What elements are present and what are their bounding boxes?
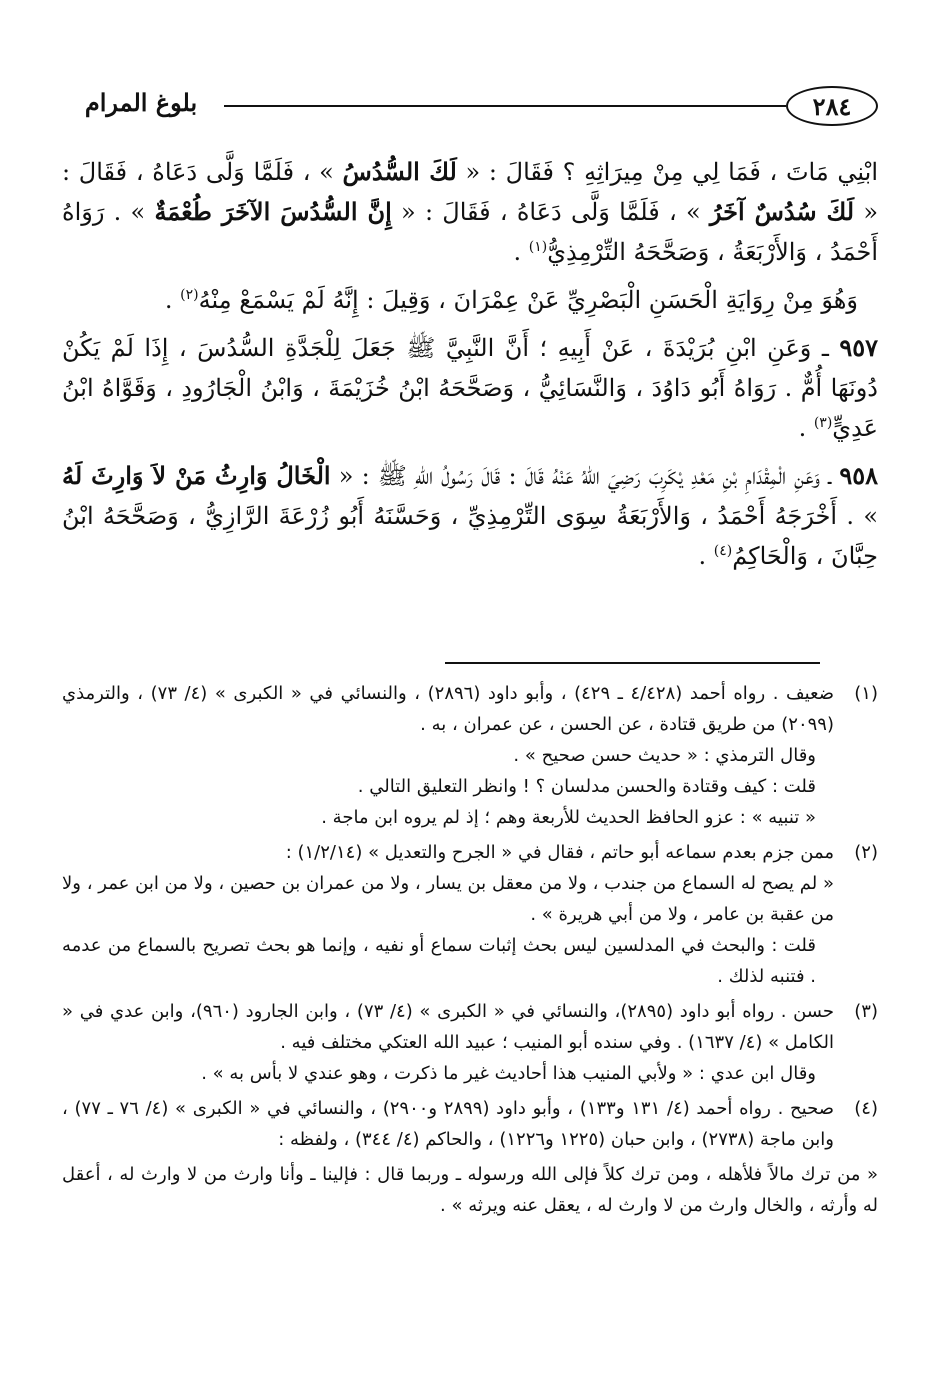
text-run: ابْنِي مَاتَ ، فَمَا لِي مِنْ مِيرَاثِهِ ؟ فَقَالَ : «: [456, 158, 879, 186]
footnote-line: « لم يصح له السماع من جندب ، ولا من معقل بن يسار ، ولا من عمران بن حصين ، ولا من ابن عمر ، ولا من عقبة بن عامر ، ولا من أبي هريرة » .: [62, 873, 834, 925]
hadith-958: [62, 456, 878, 576]
footnote-number: (٣): [854, 1001, 878, 1022]
footnote-line: ممن جزم بعدم سماعه أبو حاتم ، فقال في « الجرح والتعديل » (١/٢/١٤) :: [285, 842, 834, 863]
footnote-separator: [445, 662, 820, 664]
text-run: » . أَخْرَجَهُ أَحْمَدُ ، وَالأَرْبَعَةُ سِوَى التِّرْمِذِيِّ ، وَحَسَّنَهُ أَبُو زُرْعَةَ الرَّازِيُّ ، وَصَحَّحَهُ ابْنُ حِبَّانَ ، وَالْحَاكِمُ: [62, 502, 878, 570]
text-run: .: [164, 286, 181, 314]
footnote-line: صحيح . رواه أحمد (٤/ ١٣١ و١٣٣) ، وأبو داود (٢٨٩٩ و٢٩٠٠) ، والنسائي في « الكبرى » (٤/ ٧٦ ـ ٧٧) ، وابن ماجة (٢٧٣٨) ، وابن حبان (١٢٢٥ و١٢٢٦) ، والحاكم (٤/ ٣٤٤) ، ولفظه :: [62, 1098, 834, 1150]
hadith-quote: الْخَالُ وَارِثُ مَنْ لاَ وَارِثَ لَهُ: [62, 461, 331, 490]
footnote-1: [62, 678, 878, 833]
footnote-2: [62, 837, 878, 992]
hadith-number: ٩٥٧: [839, 333, 878, 362]
text-run: وَهُوَ مِنْ رِوَايَةِ الْحَسَنِ الْبَصْرِيِّ عَنْ عِمْرَانَ ، وَقِيلَ : إِنَّهُ لَمْ يَسْمَعْ مِنْهُ: [198, 286, 858, 314]
hadith-number: ٩٥٨: [839, 461, 879, 490]
footnote-number: (٢): [854, 842, 878, 863]
text-run: ـ وَعَنِ الْمِقْدَامِ بْنِ مَعْدِ يْكَرِبَ رَضِيَ اللهُ عَنْهُ قَالَ : قَالَ رَسُولُ اللهِ ﷺ : «: [330, 462, 840, 490]
footnote-body: [62, 996, 834, 1089]
footnote-line: وقال الترمذي : « حديث حسن صحيح » .: [513, 745, 816, 766]
footnote-line: حسن . رواه أبو داود (٢٨٩٥)، والنسائي في « الكبرى » (٤/ ٧٣) ، وابن الجارود (٩٦٠)، وابن عدي في « الكامل » (٤/ ١٦٣٧) . وفي سنده أبو المنيب ؛ عبيد الله العتكي مختلف فيه .: [62, 1001, 834, 1053]
text-run: » . رَوَاهُ أَحْمَدُ ، وَالأَرْبَعَةُ ، وَصَحَّحَهُ التِّرْمِذِيُّ: [62, 198, 878, 266]
book-title: بلوغ المرام: [84, 88, 198, 117]
footnote-line: قلت : والبحث في المدلسين ليس بحث إثبات سماع أو نفيه ، وإنما هو بحث تصريح بالسماع من عدمه . فتنبه لذلك .: [62, 935, 816, 987]
footnote-number: (٤): [854, 1098, 878, 1119]
footnote-4: [62, 1093, 878, 1155]
footnote-ref: (٢): [180, 287, 199, 303]
footnote-3: [62, 996, 878, 1089]
paragraph-hadith-continuation: [62, 152, 878, 272]
footnote-body: [62, 678, 834, 833]
footnote-ref: (٤): [713, 543, 733, 559]
page-number: ٢٨٤: [786, 86, 878, 126]
footnote-ref: (١): [528, 239, 548, 255]
text-run: .: [798, 414, 814, 442]
footnote-number: (١): [854, 683, 878, 704]
text-run: » ، فَلَمَّا وَلَّى دَعَاهُ ، فَقَالَ : «: [62, 158, 879, 226]
footnote-ref: (٣): [813, 415, 833, 431]
header-rule: [224, 105, 786, 107]
page-header: [62, 86, 878, 132]
footnote-body: [62, 1093, 834, 1155]
footnote-line: وقال ابن عدي : « ولأبي المنيب هذا أحاديث غير ما ذكرت ، وهو عندي لا بأس به » .: [201, 1063, 816, 1084]
hadith-quote: لَكَ السُّدُسُ: [342, 157, 457, 186]
footnote-quote: « من ترك مالاً فلأهله ، ومن ترك كلاً فإلى الله ورسوله ـ وربما قال : فإلينا ـ وأنا وارث من لا وارث له ، أعقل له وأرثه ، والخال وارث من لا وارث له ، يعقل عنه ويرثه » .: [62, 1164, 878, 1216]
footnotes: [62, 678, 878, 1221]
text-run: ـ وَعَنِ ابْنِ بُرَيْدَةَ ، عَنْ أَبِيهِ ؛ أَنَّ النَّبِيَّ ﷺ جَعَلَ لِلْجَدَّةِ السُّدُسَ ، إِذَا لَمْ يَكُنْ دُونَهَا أُمٌّ . رَوَاهُ أَبُو دَاوُدَ ، وَالنَّسَائِيُّ ، وَصَحَّحَهُ ابْنُ خُزَيْمَةَ ، وَابْنُ الْجَارُودِ ، وَقَوَّاهُ ابْنُ عَدِيٍّ: [62, 334, 878, 442]
footnote-line: قلت : كيف وقتادة والحسن مدلسان ؟ ! وانظر التعليق التالي .: [357, 776, 816, 797]
footnote-line: « تنبيه » : عزو الحافظ الحديث للأربعة وهم ؛ إذ لم يروه ابن ماجة .: [321, 807, 816, 828]
hadith-957: [62, 328, 878, 448]
text-run: .: [698, 542, 714, 570]
hadith-quote: إِنَّ السُّدُسَ الآخَرَ طُعْمَةٌ: [154, 197, 392, 226]
paragraph-note: [62, 280, 878, 320]
footnote-body: [62, 837, 834, 992]
hadith-quote: لَكَ سُدُسٌ آخَرُ: [709, 197, 855, 226]
footnote-line: ضعيف . رواه أحمد (٤/٤٢٨ ـ ٤٢٩) ، وأبو داود (٢٨٩٦) ، والنسائي في « الكبرى » (٤/ ٧٣) ، والترمذي (٢٠٩٩) من طريق قتادة ، عن الحسن ، عن عمران ، به .: [62, 683, 835, 735]
text-run: .: [513, 238, 529, 266]
text-run: » ، فَلَمَّا وَلَّى دَعَاهُ ، فَقَالَ : «: [391, 198, 710, 226]
main-text: [62, 152, 878, 584]
